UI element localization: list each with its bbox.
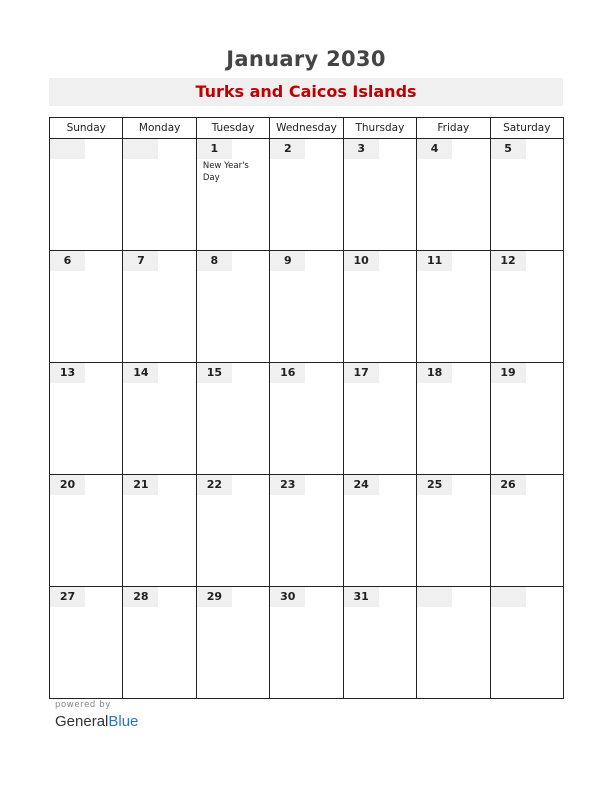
day-number: 25 xyxy=(426,478,443,491)
day-number-box xyxy=(197,251,232,271)
day-number-box xyxy=(50,587,85,607)
day-number-box xyxy=(123,363,158,383)
day-cell xyxy=(343,251,416,363)
day-cell xyxy=(50,475,123,587)
weekday-header: Friday xyxy=(417,118,490,139)
day-cell xyxy=(196,363,269,475)
day-cell xyxy=(123,251,196,363)
day-cell xyxy=(50,139,123,251)
day-cell xyxy=(50,363,123,475)
day-number-box xyxy=(491,587,526,607)
day-number-box xyxy=(123,251,158,271)
day-cell xyxy=(270,139,343,251)
day-number-box xyxy=(491,251,526,271)
day-cell xyxy=(196,475,269,587)
day-cell xyxy=(343,139,416,251)
day-number-box xyxy=(417,475,452,495)
weekday-header: Wednesday xyxy=(270,118,343,139)
day-cell xyxy=(417,251,490,363)
day-number: 28 xyxy=(133,590,149,603)
day-number-box xyxy=(491,475,526,495)
day-cell xyxy=(270,475,343,587)
week-row xyxy=(50,139,564,251)
day-number: 9 xyxy=(283,254,292,267)
day-number: 8 xyxy=(210,254,219,267)
weekday-header: Saturday xyxy=(490,118,563,139)
day-cell xyxy=(270,363,343,475)
brand-general: General xyxy=(55,713,109,730)
day-number-box xyxy=(270,139,305,159)
day-cell xyxy=(343,475,416,587)
day-number-box xyxy=(344,363,379,383)
weekday-header: Sunday xyxy=(50,118,123,139)
day-number xyxy=(417,587,452,607)
day-cell xyxy=(196,587,269,699)
day-number-box xyxy=(417,251,452,271)
day-cell xyxy=(123,139,196,251)
generalblue-logo[interactable] xyxy=(55,713,138,730)
weekday-header: Monday xyxy=(123,118,196,139)
day-number: 10 xyxy=(353,254,369,267)
week-row xyxy=(50,475,564,587)
day-cell xyxy=(417,475,490,587)
day-number-box xyxy=(197,587,232,607)
brand-blue: Blue xyxy=(108,713,139,730)
day-cell xyxy=(343,587,416,699)
week-row xyxy=(50,363,564,475)
day-number: 3 xyxy=(357,142,366,155)
day-number-box xyxy=(50,363,85,383)
day-number-box xyxy=(417,587,452,607)
weekday-header-row xyxy=(50,118,564,139)
day-number-box xyxy=(417,139,452,159)
day-number: 1 xyxy=(210,142,219,155)
day-cell xyxy=(417,363,490,475)
day-cell xyxy=(196,139,269,251)
calendar-grid xyxy=(49,117,564,699)
day-number-box xyxy=(270,251,305,271)
day-cell xyxy=(343,363,416,475)
day-number-box xyxy=(270,587,305,607)
day-cell xyxy=(123,587,196,699)
day-number-box xyxy=(50,475,85,495)
day-cell xyxy=(490,363,563,475)
day-cell xyxy=(490,251,563,363)
day-number xyxy=(50,139,85,159)
day-cell xyxy=(50,587,123,699)
day-cell xyxy=(196,251,269,363)
day-number: 16 xyxy=(280,366,296,379)
day-number: 18 xyxy=(426,366,443,379)
day-number: 24 xyxy=(353,478,369,491)
day-number: 21 xyxy=(133,478,149,491)
day-number-box xyxy=(50,251,85,271)
day-number: 30 xyxy=(280,590,296,603)
country-banner xyxy=(49,78,563,106)
weekday-header: Tuesday xyxy=(196,118,269,139)
day-number: 23 xyxy=(280,478,296,491)
weekday-header: Thursday xyxy=(343,118,416,139)
day-number: 20 xyxy=(59,478,76,491)
day-number: 12 xyxy=(500,254,516,267)
day-number: 22 xyxy=(206,478,222,491)
week-row xyxy=(50,251,564,363)
day-number: 29 xyxy=(206,590,222,603)
week-row xyxy=(50,587,564,699)
day-number-box xyxy=(123,587,158,607)
day-cell xyxy=(50,251,123,363)
day-number: 17 xyxy=(353,366,369,379)
day-number-box xyxy=(123,139,158,159)
day-cell xyxy=(490,139,563,251)
day-number: 6 xyxy=(63,254,72,267)
day-number: 5 xyxy=(504,142,512,155)
day-cell xyxy=(490,475,563,587)
holiday-label: New Year's Day xyxy=(202,161,249,183)
day-number-box xyxy=(197,363,232,383)
day-number: 26 xyxy=(500,478,516,491)
calendar-title: January 2030 xyxy=(226,47,386,71)
day-number-box xyxy=(270,475,305,495)
day-number: 19 xyxy=(500,366,516,379)
day-number-box xyxy=(344,587,379,607)
day-cell xyxy=(417,587,490,699)
day-number: 7 xyxy=(137,254,145,267)
day-cell xyxy=(123,475,196,587)
day-number-box xyxy=(344,251,379,271)
day-number: 13 xyxy=(59,366,76,379)
day-number: 2 xyxy=(283,142,292,155)
day-number-box xyxy=(417,363,452,383)
day-number xyxy=(491,587,526,607)
day-number-box xyxy=(197,139,232,159)
day-number-box xyxy=(270,363,305,383)
day-number-box xyxy=(123,475,158,495)
powered-by-text: powered by xyxy=(55,700,111,710)
day-number: 31 xyxy=(353,590,369,603)
day-cell xyxy=(490,587,563,699)
day-number-box xyxy=(50,139,85,159)
footer-branding xyxy=(55,700,138,730)
day-number xyxy=(123,139,158,159)
country-name: Turks and Caicos Islands xyxy=(195,82,417,101)
day-number-box xyxy=(344,139,379,159)
day-cell xyxy=(270,587,343,699)
day-number-box xyxy=(344,475,379,495)
day-number-box xyxy=(197,475,232,495)
day-number-box xyxy=(491,363,526,383)
day-number: 27 xyxy=(59,590,76,603)
day-number: 11 xyxy=(426,254,443,267)
day-number: 15 xyxy=(206,366,222,379)
day-number: 4 xyxy=(430,142,439,155)
day-cell xyxy=(123,363,196,475)
day-number: 14 xyxy=(133,366,149,379)
day-number-box xyxy=(491,139,526,159)
day-cell xyxy=(270,251,343,363)
day-cell xyxy=(417,139,490,251)
